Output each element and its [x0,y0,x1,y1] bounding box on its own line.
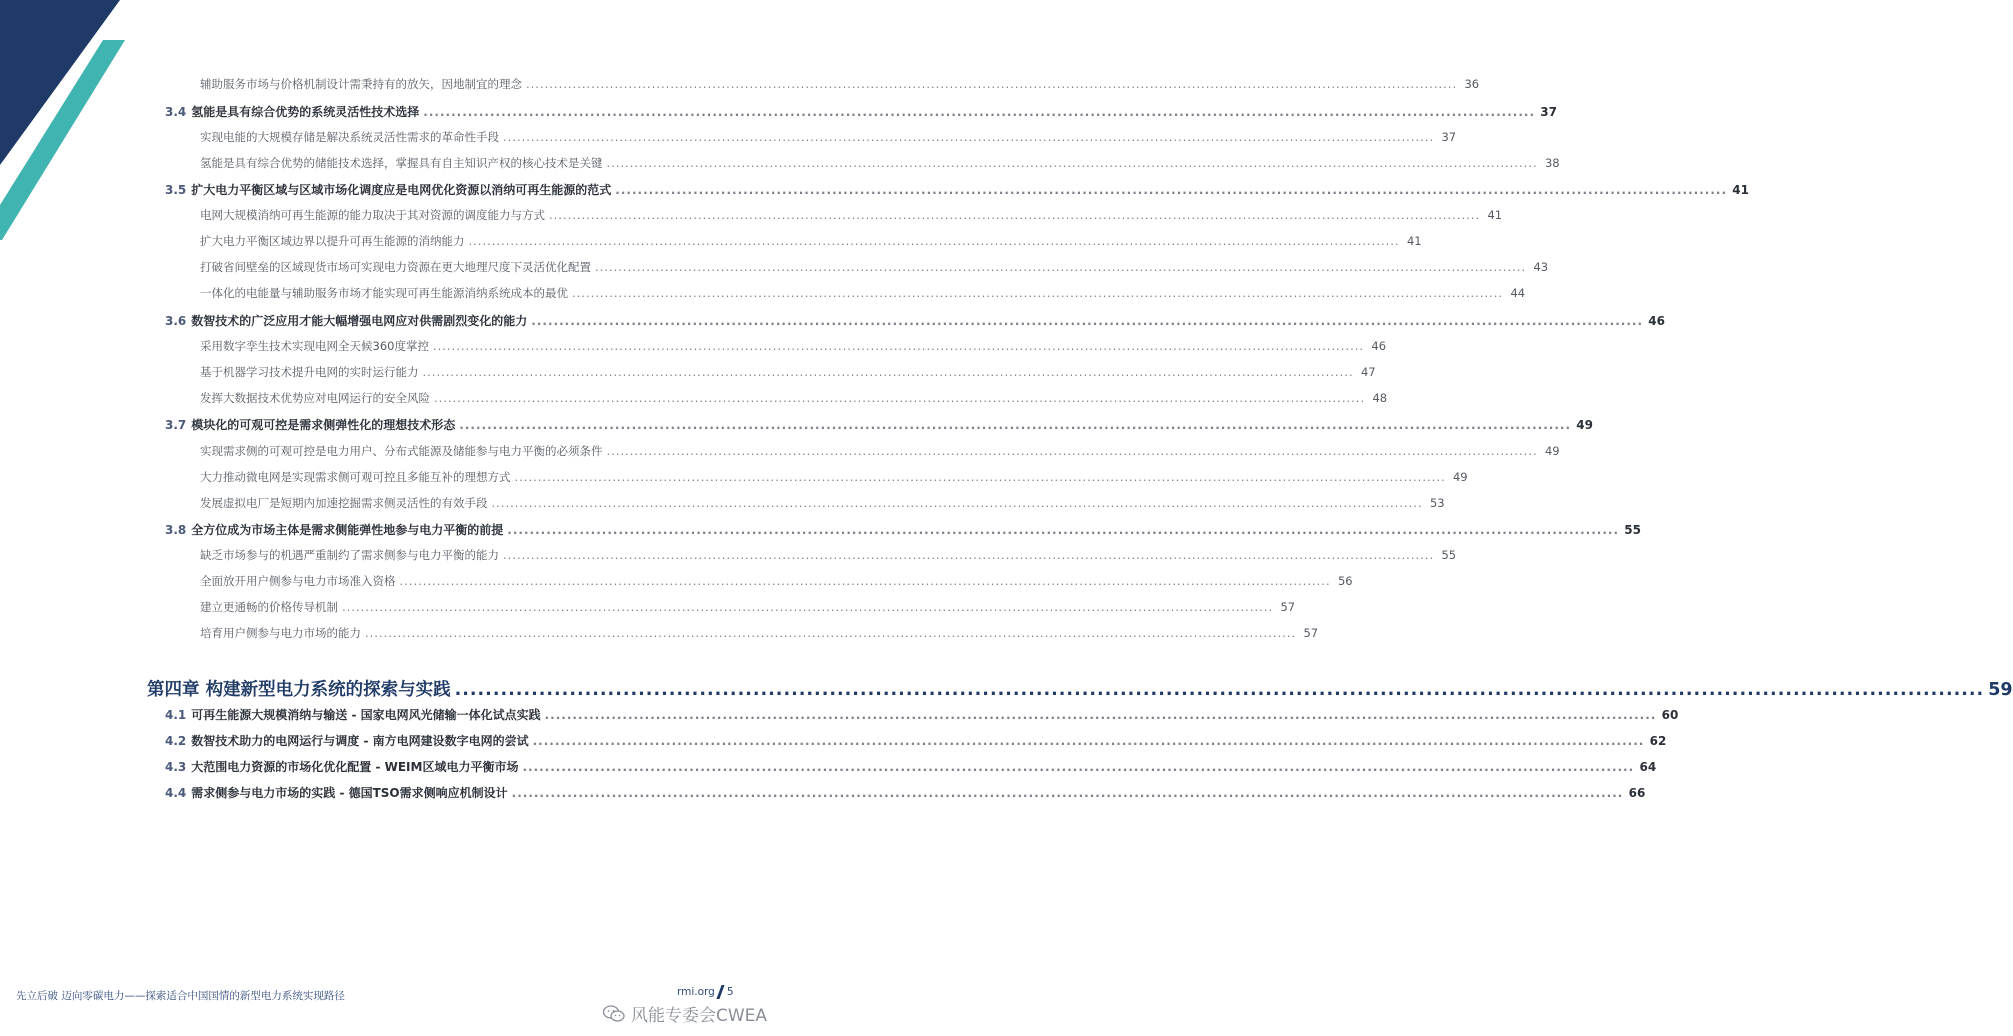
toc-title: 扩大电力平衡区域边界以提升可再生能源的消纳能力 [200,234,465,248]
toc-page-number: 36 [1464,77,1480,91]
toc-leader-dots: ........................................................................................................................................................................................................ [454,680,1985,700]
toc-leader-dots: ........................................................................................................................................................................................................ [606,444,1538,458]
toc-leader-dots: ........................................................................................................................................................................................................ [606,156,1538,170]
toc-leader-dots: ........................................................................................................................................................................................................ [434,391,1366,405]
toc-title: 数智技术的广泛应用才能大幅增强电网应对供需剧烈变化的能力 [191,314,528,328]
toc-page-number: 41 [1732,183,1749,197]
toc-subentry[interactable] [200,443,1560,463]
toc-section-number: 3.7 [165,418,187,432]
toc-subentry[interactable] [200,338,1387,358]
toc-section-number: 3.8 [165,523,187,537]
toc-leader-dots: ........................................................................................................................................................................................................ [365,626,1297,640]
toc-page-number: 66 [1628,786,1646,800]
toc-subentry[interactable] [200,129,1457,149]
toc-page-number: 62 [1649,734,1667,748]
toc-section[interactable] [165,416,1593,436]
toc-leader-dots: ........................................................................................................................................................................................................ [342,600,1274,614]
toc-title: 大力推动微电网是实现需求侧可观可控且多能互补的理想方式 [200,470,511,484]
toc-section[interactable] [165,181,1749,201]
toc-section-number: 4.4 [165,786,187,800]
toc-leader-dots: ........................................................................................................................................................................................................ [514,470,1446,484]
toc-subentry[interactable] [200,495,1445,515]
toc-page-number: 64 [1639,760,1657,774]
toc-subentry[interactable] [200,573,1353,593]
toc-page-number: 60 [1661,708,1679,722]
toc-leader-dots: ........................................................................................................................................................................................................ [399,574,1331,588]
toc-page-number: 43 [1533,260,1549,274]
toc-page-number: 55 [1441,548,1457,562]
toc-page-number: 46 [1648,314,1665,328]
toc-leader-dots: ........................................................................................................................................................................................................ [423,105,1535,119]
toc-section[interactable] [165,103,1557,123]
toc-page-number: 37 [1540,105,1557,119]
toc-leader-dots: ........................................................................................................................................................................................................ [544,708,1657,722]
toc-subentry[interactable] [200,625,1319,645]
toc-subentry[interactable] [200,547,1457,567]
toc-leader-dots: ........................................................................................................................................................................................................ [615,183,1727,197]
toc-section[interactable] [165,312,1665,332]
toc-section[interactable] [165,758,1657,778]
corner-decoration [0,0,140,240]
toc-subentry[interactable] [200,155,1560,175]
toc-subentry[interactable] [200,599,1296,619]
toc-subentry[interactable] [200,469,1468,489]
toc-section[interactable] [165,706,1679,726]
toc-title: 第四章 构建新型电力系统的探索与实践 [147,680,451,700]
toc-page-number: 46 [1371,339,1387,353]
toc-section[interactable] [165,784,1646,804]
toc-page-number: 55 [1624,523,1641,537]
wechat-icon [603,1005,625,1023]
toc-title: 全面放开用户侧参与电力市场准入资格 [200,574,396,588]
toc-title: 基于机器学习技术提升电网的实时运行能力 [200,365,419,379]
toc-title: 模块化的可观可控是需求侧弹性化的理想技术形态 [191,418,456,432]
toc-title: 缺乏市场参与的机遇严重制约了需求侧参与电力平衡的能力 [200,548,499,562]
toc-page-number: 59 [1988,680,2013,700]
toc-subentry[interactable] [200,364,1376,384]
toc-title: 需求侧参与电力市场的实践 - 德国TSO需求侧响应机制设计 [191,786,508,800]
toc-leader-dots: ........................................................................................................................................................................................................ [503,548,1435,562]
toc-page-number: 49 [1452,470,1468,484]
toc-page-number: 48 [1372,391,1388,405]
toc-leader-dots: ........................................................................................................................................................................................................ [531,314,1643,328]
toc-title: 培育用户侧参与电力市场的能力 [200,626,361,640]
toc-title: 氢能是具有综合优势的系统灵活性技术选择 [191,105,420,119]
toc-section-number: 3.4 [165,105,187,119]
toc-leader-dots: ........................................................................................................................................................................................................ [468,234,1400,248]
toc-title: 建立更通畅的价格传导机制 [200,600,338,614]
toc-leader-dots: ........................................................................................................................................................................................................ [459,418,1571,432]
footer-report-title: 先立后破 迈向零碳电力——探索适合中国国情的新型电力系统实现路径 [16,990,345,1002]
toc-title: 氢能是具有综合优势的储能技术选择，掌握具有自主知识产权的核心技术是关键 [200,156,603,170]
footer-page-number: 5 [726,986,734,998]
toc-leader-dots: ........................................................................................................................................................................................................ [491,496,1423,510]
toc-section-number: 4.2 [165,734,187,748]
toc-page-number: 57 [1280,600,1296,614]
toc-leader-dots: ........................................................................................................................................................................................................ [507,523,1619,537]
toc-page-number: 49 [1544,444,1560,458]
toc-subentry[interactable] [200,390,1388,410]
toc-title: 采用数字孪生技术实现电网全天候360度掌控 [200,339,429,353]
watermark [603,1001,767,1026]
toc-title: 数智技术助力的电网运行与调度 - 南方电网建设数字电网的尝试 [191,734,529,748]
toc-page-number: 57 [1303,626,1319,640]
toc-page-number: 41 [1487,208,1503,222]
toc-page-number: 53 [1429,496,1445,510]
toc-page-number: 41 [1406,234,1422,248]
toc-leader-dots: ........................................................................................................................................................................................................ [503,130,1435,144]
toc-title: 大范围电力资源的市场化优化配置 - WEIM区域电力平衡市场 [191,760,519,774]
toc-title: 打破省间壁垒的区域现货市场可实现电力资源在更大地理尺度下灵活优化配置 [200,260,591,274]
toc-leader-dots: ........................................................................................................................................................................................................ [532,734,1645,748]
toc-title: 发挥大数据技术优势应对电网运行的安全风险 [200,391,430,405]
toc-subentry[interactable] [200,76,1480,96]
toc-leader-dots: ........................................................................................................................................................................................................ [572,286,1504,300]
toc-leader-dots: ........................................................................................................................................................................................................ [522,760,1635,774]
toc-section-number: 3.5 [165,183,187,197]
toc-title: 电网大规模消纳可再生能源的能力取决于其对资源的调度能力与方式 [200,208,545,222]
toc-title: 一体化的电能量与辅助服务市场才能实现可再生能源消纳系统成本的最优 [200,286,568,300]
toc-title: 辅助服务市场与价格机制设计需秉持有的放矢，因地制宜的理念 [200,77,522,91]
toc-leader-dots: ........................................................................................................................................................................................................ [595,260,1527,274]
toc-title: 实现电能的大规模存储是解决系统灵活性需求的革命性手段 [200,130,499,144]
toc-title: 可再生能源大规模消纳与输送 - 国家电网风光储输一体化试点实践 [191,708,541,722]
toc-title: 全方位成为市场主体是需求侧能弹性地参与电力平衡的前提 [191,523,504,537]
toc-page-number: 56 [1337,574,1353,588]
toc-section-number: 4.1 [165,708,187,722]
toc-leader-dots: ........................................................................................................................................................................................................ [511,786,1624,800]
toc-page-number: 37 [1441,130,1457,144]
footer-page-info [677,985,734,999]
toc-leader-dots: ........................................................................................................................................................................................................ [422,365,1354,379]
toc-section-number: 4.3 [165,760,187,774]
toc-subentry[interactable] [200,233,1422,253]
footer-site: rmi.org [677,986,715,998]
toc-subentry[interactable] [200,207,1503,227]
toc-title: 扩大电力平衡区域与区域市场化调度应是电网优化资源以消纳可再生能源的范式 [191,183,612,197]
toc-section[interactable] [165,732,1667,752]
toc-page-number: 44 [1510,286,1526,300]
toc-leader-dots: ........................................................................................................................................................................................................ [432,339,1365,353]
slash-divider [716,985,724,999]
toc-subentry[interactable] [200,259,1549,279]
toc-section-number: 3.6 [165,314,187,328]
watermark-text: 风能专委会CWEA [631,1006,768,1026]
toc-section[interactable] [165,521,1641,541]
toc-title: 发展虚拟电厂是短期内加速挖掘需求侧灵活性的有效手段 [200,496,488,510]
toc-leader-dots: ........................................................................................................................................................................................................ [526,77,1458,91]
toc-chapter[interactable] [147,676,2013,704]
toc-page-number: 47 [1360,365,1376,379]
toc-leader-dots: ........................................................................................................................................................................................................ [549,208,1481,222]
toc-subentry[interactable] [200,285,1526,305]
toc-title: 实现需求侧的可观可控是电力用户、分布式能源及储能参与电力平衡的必须条件 [200,444,603,458]
toc-page-number: 38 [1544,156,1560,170]
toc-page-number: 49 [1576,418,1593,432]
